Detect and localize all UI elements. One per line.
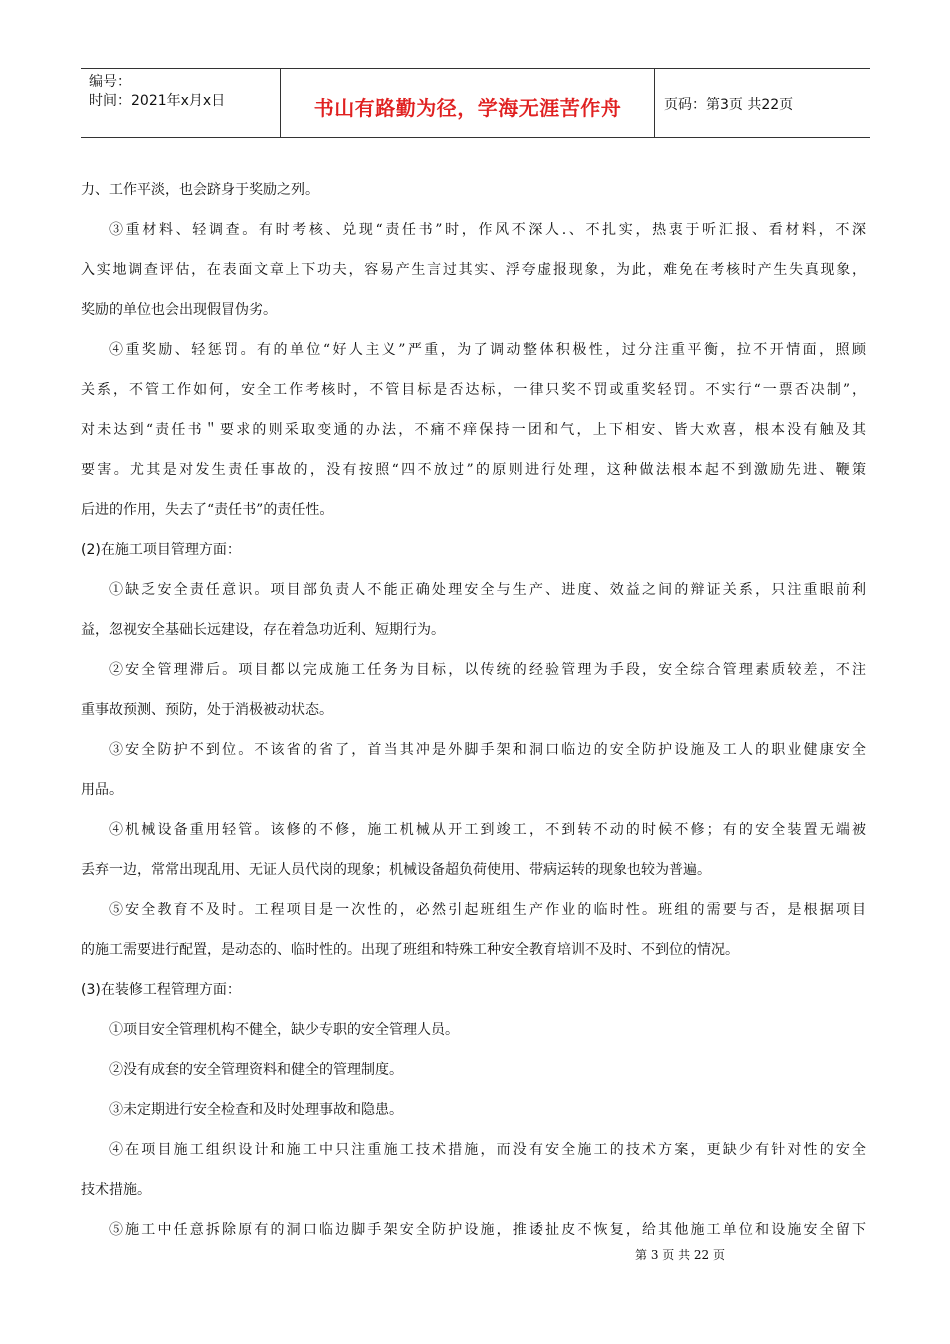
paragraph-line: 益，忽视安全基础长远建设，存在着急功近利、短期行为。 xyxy=(81,622,445,638)
header-motto-cell xyxy=(281,69,655,137)
paragraph-line: 要害。尤其是对发生责任事故的，没有按照“四不放过”的原则进行处理，这种做法根本起不到激励先进、鞭策 xyxy=(81,462,866,478)
paragraph-line: 奖励的单位也会出现假冒伪劣。 xyxy=(81,302,277,318)
paragraph-line: 对未达到“责任书＂要求的则采取变通的办法，不痛不痒保持一团和气，上下相安、皆大欢喜，根本没有触及其 xyxy=(81,422,866,438)
paragraph-line: 丢弃一边，常常出现乱用、无证人员代岗的现象；机械设备超负荷使用、带病运转的现象也较为普遍。 xyxy=(81,862,711,878)
page-footer xyxy=(0,1246,950,1263)
paragraph-line: 的施工需要进行配置，是动态的、临时性的。出现了班组和特殊工种安全教育培训不及时、不到位的情况。 xyxy=(81,942,739,958)
document-number-label: 编号： xyxy=(89,74,131,90)
paragraph-line: 用品。 xyxy=(81,782,123,798)
paragraph-line: ⑤施工中任意拆除原有的洞口临边脚手架安全防护设施，推诿扯皮不恢复，给其他施工单位和设施安全留下 xyxy=(109,1222,866,1238)
header-page-info-cell xyxy=(655,69,870,137)
paragraph-line: ③重材料、轻调查。有时考核、兑现“责任书”时，作风不深人.、不扎实，热衷于听汇报、看材料，不深 xyxy=(109,222,866,238)
header-page-info: 页码：第3页 共22页 xyxy=(664,97,794,113)
paragraph-line: ①缺乏安全责任意识。项目部负责人不能正确处理安全与生产、进度、效益之间的辩证关系，只注重眼前利 xyxy=(109,582,866,598)
document-date: 时间：2021年x月x日 xyxy=(89,93,226,109)
paragraph-line: ④在项目施工组织设计和施工中只注重施工技术措施，而没有安全施工的技术方案，更缺少有针对性的安全 xyxy=(109,1142,866,1158)
document-header xyxy=(81,68,870,138)
paragraph-line: ②安全管理滞后。项目都以完成施工任务为目标，以传统的经验管理为手段，安全综合管理素质较差，不注 xyxy=(109,662,866,678)
section-heading: (3)在装修工程管理方面： xyxy=(81,982,241,998)
footer-page-number: 第 3 页 共 22 页 xyxy=(635,1248,725,1262)
paragraph-line: 关系，不管工作如何，安全工作考核时，不管目标是否达标，一律只奖不罚或重奖轻罚。不实行“一票否决制”， xyxy=(81,382,866,398)
paragraph-line: ④机械设备重用轻管。该修的不修，施工机械从开工到竣工，不到转不动的时候不修；有的安全装置无端被 xyxy=(109,822,866,838)
paragraph-line: ③未定期进行安全检查和及时处理事故和隐患。 xyxy=(109,1102,403,1118)
paragraph-line: 技术措施。 xyxy=(81,1182,151,1198)
header-meta xyxy=(81,69,281,137)
paragraph-line: 后进的作用，失去了“责任书”的责任性。 xyxy=(81,502,334,518)
header-motto: 书山有路勤为径，学海无涯苦作舟 xyxy=(313,95,622,120)
paragraph-line: ②没有成套的安全管理资料和健全的管理制度。 xyxy=(109,1062,403,1078)
paragraph-line: ④重奖励、轻惩罚。有的单位“好人主义”严重，为了调动整体积极性，过分注重平衡，拉不开情面，照顾 xyxy=(109,342,866,358)
document-body xyxy=(81,170,866,1250)
paragraph-line: 重事故预测、预防，处于消极被动状态。 xyxy=(81,702,333,718)
paragraph-line: 力、工作平淡，也会跻身于奖励之列。 xyxy=(81,182,319,198)
paragraph-line: ③安全防护不到位。不该省的省了，首当其冲是外脚手架和洞口临边的安全防护设施及工人的职业健康安全 xyxy=(109,742,866,758)
paragraph-line: 入实地调查评估，在表面文章上下功夫，容易产生言过其实、浮夸虚报现象，为此，难免在考核时产生失真现象， xyxy=(81,262,866,278)
paragraph-line: ⑤安全教育不及时。工程项目是一次性的，必然引起班组生产作业的临时性。班组的需要与否，是根据项目 xyxy=(109,902,866,918)
section-heading: (2)在施工项目管理方面： xyxy=(81,542,241,558)
paragraph-line: ①项目安全管理机构不健全，缺少专职的安全管理人员。 xyxy=(109,1022,459,1038)
